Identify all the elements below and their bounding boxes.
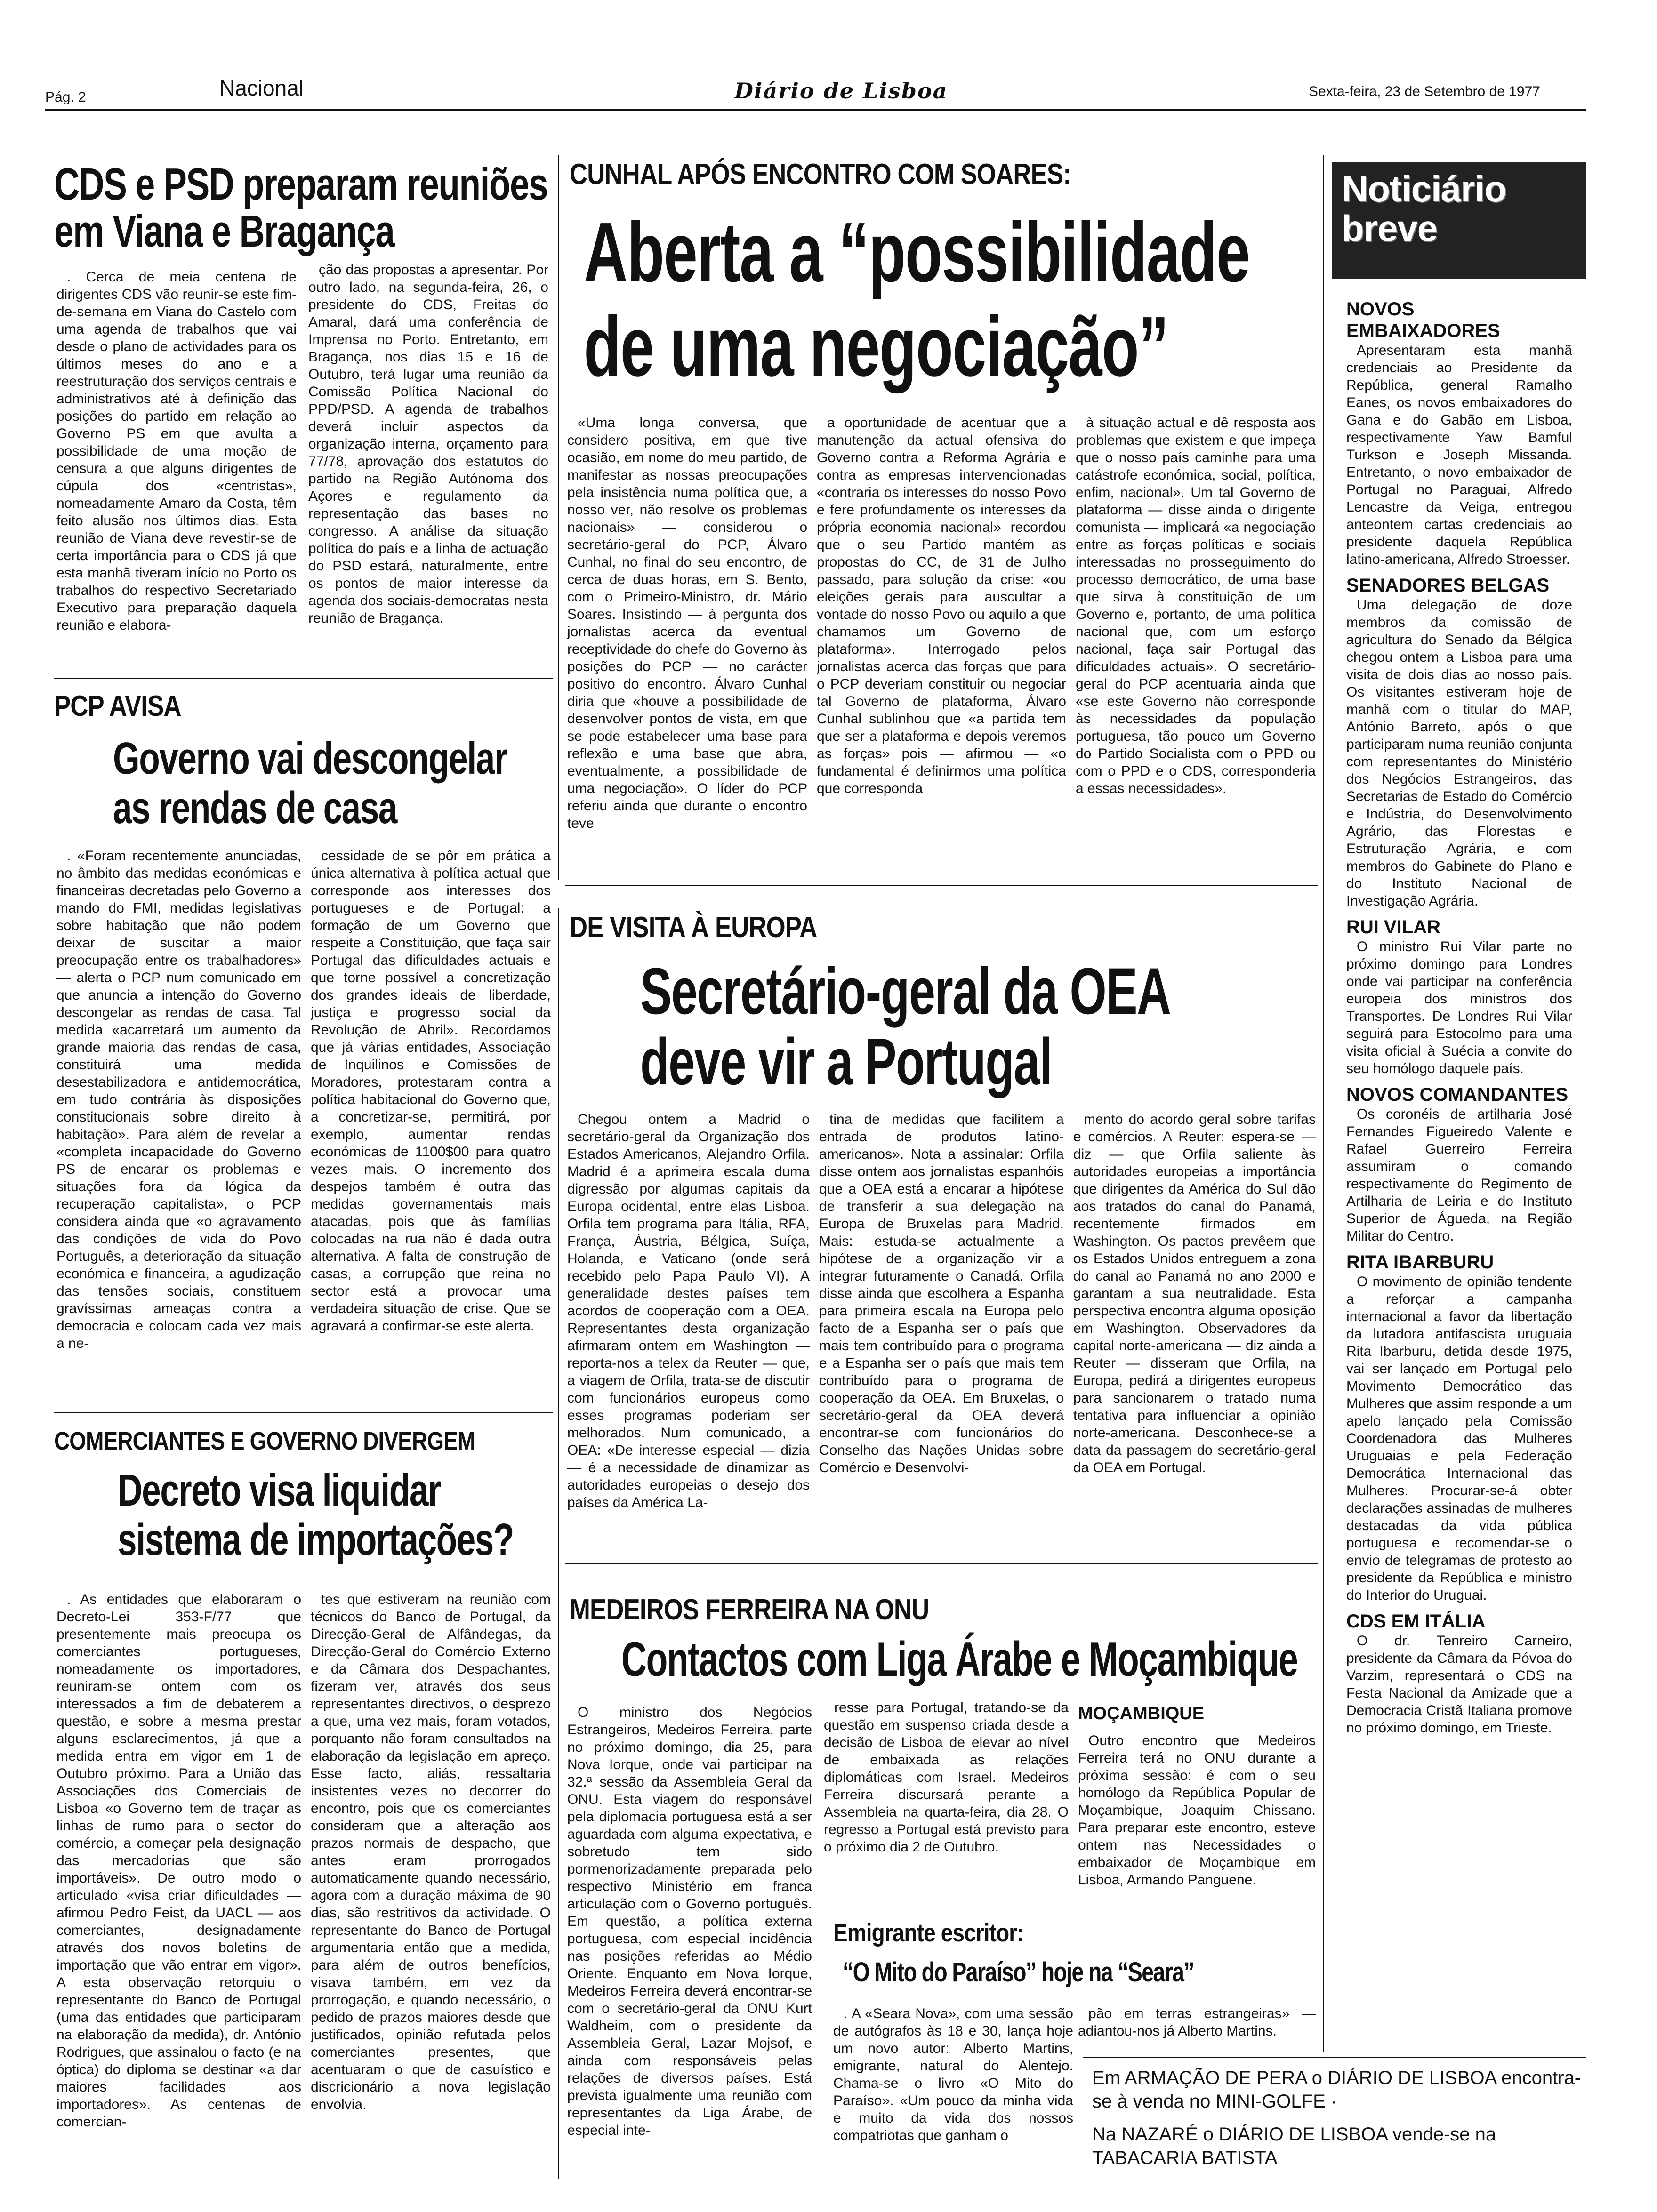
brief-text: Apresentaram esta manhã credenciais ao Presidente da República, general Ramalho Eanes, os novos embaixadores do Gana e do Gabão em Lisboa, respectivamente Yaw Bamful Turkson e Joseph Missanda. Entretanto, o novo embaixador de Portugal no Paraguai, Alfredo Lencastre da Veiga, entregou anteontem cartas credenciais ao presidente daquela República latino-americana, Alfredo Stroesser. — [1346, 343, 1572, 567]
column-rule-left-lower — [558, 908, 559, 2179]
issue-date: Sexta-feira, 23 de Setembro de 1977 — [1309, 84, 1540, 99]
brief-text: O ministro Rui Vilar parte no próximo domingo para Londres onde vai participar na conferência europeia dos ministros dos Transportes. De Londres Rui Vilar seguirá para Estocolmo para uma visita oficial à Suécia a convite do seu homólogo daquele país. — [1346, 939, 1572, 1076]
oea-column-3: mento do acordo geral sobre tarifas e comércios. A Reuter: espera-se — diz — que Orfila saliente às autoridades europeias a importância que dirigentes da América do Sul dão aos tratados do canal do Panamá, recentemente firmados em Washington. Os pactos prevêem que os Estados Unidos entreguem a zona do canal ao Panamá no ano 2000 e garantam a sua neutralidade. Esta perspectiva encontra alguma oposição em Washington. Observadores da capital norte-americana — diz ainda a Reuter — disseram que Orfila, na Europa, pedirá a dirigentes europeus para sancionarem o tratado numa tentativa para influenciar a opinião norte-americana. Desconhece-se a data da passagem do secretário-geral da OEA em Portugal. — [1073, 1112, 1316, 1475]
noticiario-title-line2: breve — [1342, 208, 1438, 249]
comerciantes-column-2: tes que estiveram na reunião com técnicos do Banco de Portugal, da Direcção-Geral de Alfândegas, da Direcção-Geral do Comércio Externo e da Câmara dos Despachantes, fizeram ver, através dos seus representantes directivos, o desprezo a que, uma vez mais, foram votados, porquanto não foram consultados na elaboração da legislação em apreço. Esse facto, aliás, ressaltaria insistentes vezes no decorrer do encontro, pois que os comerciantes consideram que a alteração aos prazos normais de despacho, que antes eram prorrogados automaticamente quando necessário, agora com a duração máxima de 90 dias, são restritivos da actividade. O representante do Banco de Portugal argumentaria então que a medida, para além de outros benefícios, visava também, em vez da prorrogação, e quando necessário, o pedido de prazos maiores desde que justificados, opinião refutada pelos comerciantes presentes, que acentuaram o que de casuístico e discricionário a nova legislação envolvia. — [311, 1592, 551, 2112]
medeiros-kicker: MEDEIROS FERREIRA NA ONU — [570, 1594, 929, 1626]
pcp-headline-line2: as rendas de casa — [113, 783, 397, 833]
brief-text: O dr. Tenreiro Carneiro, presidente da Câmara da Póvoa do Varzim, representará o CDS na Festa Nacional da Amizade que a Democracia Cristã Italiana promove no próximo domingo, em Trieste. — [1346, 1633, 1572, 1736]
oea-column-1: Chegou ontem a Madrid o secretário-geral da Organização dos Estados Americanos, Alejandro Orfila. Madrid é a aprimeira escala duma digressão por algumas capitais da Europa ocidental, entre elas Lisboa. Orfila tem programa para Itália, RFA, França, Áustria, Bélgica, Suíça, Holanda, e Vaticano (onde será recebido pelo Papa Paulo VI). A generalidade destes países tem acordos de cooperação com a OEA. Representantes desta organização afirmaram ontem em Washington — reporta-nos a telex da Reuter — que, a viagem de Orfila, trata-se de discutir com funcionários europeus como esses programas poderiam ser melhorados. Num comunicado, a OEA: «De interesse especial — dizia — é a necessidade de dinamizar as autoridades europeias o desejo dos países da América La- — [567, 1112, 810, 1510]
oea-column-2: tina de medidas que facilitem a entrada de produtos latino-americanos». Nota a assinalar: Orfila disse ontem aos jornalistas espanhóis que a OEA está a encarar a hipótese de transferir a sua delegação na Europa de Bruxelas para Madrid. Mais: estuda-se actualmente a hipótese de a organização vir a integrar futuramente o Canadá. Orfila disse ainda que escolhera a Espanha para primeira escala na Europa pelo facto de a Espanha ser o país que mais tem contribuído para o programa e a Espanha ser o país que mais tem contribuído para o programa de cooperação da OEA. Em Bruxelas, o secretário-geral da OEA deverá encontrar-se com funcionários do Conselho das Nações Unidas sobre Comércio e Desenvolvi- — [819, 1112, 1064, 1475]
column-rule-right — [1323, 155, 1324, 2052]
brief-headline: SENADORES BELGAS — [1346, 575, 1550, 596]
comerciantes-headline-line2: sistema de importações? — [118, 1515, 514, 1565]
noticiario-title-line1: Noticiário — [1342, 168, 1506, 209]
cds-psd-headline-line2: em Viana e Bragança — [54, 206, 394, 256]
medeiros-headline: Contactos com Liga Árabe e Moçambique — [621, 1632, 1298, 1687]
brief-item — [1346, 1251, 1572, 1604]
noticiario-breve-title — [1332, 162, 1586, 279]
brief-item — [1346, 1084, 1572, 1245]
pcp-column-1: . «Foram recentemente anunciadas, no âmbito das medidas económicas e financeiras decretadas pelo Governo a mando do FMI, medidas legislativas sobre habitação que não podem deixar de suscitar a maior preocupação entre os trabalhadores» — alerta o PCP num comunicado em que anuncia a intenção do Governo descongelar as rendas de casa. Tal medida «acarretará um aumento da grande maioria das rendas de casa, constituirá uma medida desestabilizadora e antidemocrática, em tudo contrária às disposições constitucionais sobre direito à habitação». Para além de revelar a «completa incapacidade do Governo PS de encarar os problemas e situações fora da lógica da recuperação capitalista», o PCP considera ainda que «o agravamento das condições de vida do Povo Português, a deterioração da situação económica e financeira, a agudização das tensões sociais, constituem gravíssimas ameaças contra a democracia e colocam cada vez mais a ne- — [56, 848, 301, 1351]
cunhal-column-3: à situação actual e dê resposta aos problemas que existem e que impeça que o nosso país caminhe para uma catástrofe económica, social, política, enfim, nacional». Um tal Governo de plataforma — disse ainda o dirigente comunista — implicará «a negociação entre as forças políticas e sociais interessadas no prosseguimento do processo democrático, de uma base que sirva à constituição de um Governo e, portanto, de uma política nacional que, com um esforço nacional, faça sair Portugal das dificuldades actuais». O secretário-geral do PCP acentuaria ainda que «se este Governo não corresponde às necessidades da população portuguesa, tão pouco um Governo do Partido Socialista com o PPD ou com o PPD e o CDS, corresponderia a essas necessidades». — [1076, 415, 1316, 796]
brief-item — [1346, 1611, 1572, 1737]
section-name: Nacional — [219, 76, 304, 100]
cds-psd-column-1: . Cerca de meia centena de dirigentes CDS vão reunir-se este fim-de-semana em Viana do Castelo com uma agenda de trabalhos que vai desde o plano de actividades para os últimos meses do ano e a reestruturação dos serviços centrais e administrativos até à definição das posições do partido em relação ao Governo PS em que avulta a possibilidade de uma moção de censura a que alguns dirigentes de cúpula dos «centristas», nomeadamente Amaro da Costa, têm feito alusão nos últimos dias. Esta reunião de Viana deve revestir-se de certa importância para o CDS já que esta manhã tiveram início no Porto os trabalhos do respectivo Secretariado Executivo para preparação daquela reunião e elabora- — [56, 269, 297, 633]
brief-headline: NOVOS COMANDANTES — [1346, 1084, 1569, 1105]
cunhal-bottom-rule — [565, 885, 1318, 886]
cunhal-headline-line1: Aberta a “possibilidade — [584, 205, 1250, 300]
cds-psd-column-2: ção das propostas a apresentar. Por outro lado, na segunda-feira, 26, o presidente do CDS, Freitas do Amaral, dará uma conferência de Imprensa no Porto. Entretanto, em Bragança, nos dias 15 e 16 de Outubro, terá lugar uma reunião da Comissão Política Nacional do PPD/PSD. A agenda de trabalhos deverá incluir aspectos da organização interna, orçamento para 77/78, aprovação dos estatutos do partido na Região Autónoma dos Açores e regulamento da representação das bases no congresso. A análise da situação política do país e a linha de actuação do PSD estará, naturalmente, entre os pontos de maior interesse da agenda dos sociais-democratas nesta reunião de Bragança. — [308, 262, 548, 626]
cunhal-column-1: «Uma longa conversa, que considero positiva, em que tive ocasião, em nome do meu partido, de manifestar as nossas preocupações pela insistência numa política que, a nosso ver, não resolve os problemas nacionais» — considerou o secretário-geral do PCP, Álvaro Cunhal, no final do seu encontro, de cerca de duas horas, em S. Bento, com o Primeiro-Ministro, dr. Mário Soares. Insistindo — à pergunta dos jornalistas acerca da eventual receptividade do chefe do Governo às posições do PCP — no carácter positivo do encontro. Álvaro Cunhal diria que «houve a possibilidade de desenvolver pontos de vista, em que se pode estabelecer uma base para reflexão e uma base que abra, eventualmente, a possibilidade de uma negociação». O líder do PCP referiu ainda que durante o encontro teve — [567, 415, 807, 831]
pcp-bottom-rule — [54, 1412, 553, 1413]
oea-kicker: DE VISITA À EUROPA — [570, 911, 817, 944]
medeiros-column-3: Outro encontro que Medeiros Ferreira terá no ONU durante a próxima sessão: é com o seu homólogo da República Popular de Moçambique, Joaquim Chissano. Para preparar este encontro, esteve ontem nas Necessidades o embaixador de Moçambique em Lisboa, Armando Panguene. — [1078, 1733, 1316, 1888]
brief-item — [1346, 916, 1572, 1077]
brief-headline: NOVOS EMBAIXADORES — [1346, 299, 1500, 341]
oea-headline-line1: Secretário-geral da OEA — [640, 954, 1171, 1028]
brief-item — [1346, 575, 1572, 910]
comerciantes-headline-line1: Decreto visa liquidar — [118, 1465, 441, 1515]
medeiros-column-1: O ministro dos Negócios Estrangeiros, Medeiros Ferreira, parte no próximo domingo, dia 25, para Nova Iorque, onde vai participar na 32.ª sessão da Assembleia Geral da ONU. Esta viagem do responsável pela diplomacia portuguesa está a ser aguardada com alguma expectativa, e sobretudo tem sido pormenorizadamente preparada pelo respectivo Ministério em franca articulação com o Governo português. Em questão, a política externa portuguesa, com especial incidência nas posições referidas ao Médio Oriente. Enquanto em Nova Iorque, Medeiros Ferreira deverá encontrar-se com o secretário-geral da ONU Kurt Waldheim, com o presidente da Assembleia Geral, Lazar Mojsof, e ainda com responsáveis pelas relações de diversos países. Está prevista igualmente uma reunião com representantes da Liga Árabe, de especial inte- — [567, 1705, 812, 2138]
emigrante-column-1: . A «Seara Nova», com uma sessão de autógrafos às 18 e 30, lança hoje um novo autor: Alberto Martins, emigrante, natural do Alentejo. Chama-se o livro «O Mito do Paraíso». «Um pouco da minha vida e muito da vida dos nossos compatriotas que ganham o — [833, 2006, 1073, 2143]
emigrante-column-2: pão em terras estrangeiras» — adiantou-nos já Alberto Martins. — [1078, 2006, 1316, 2039]
pcp-column-2: cessidade de se pôr em prática a única alternativa à política actual que corresponde aos interesses dos portugueses e de Portugal: a formação de um Governo que respeite a Constituição, que faça sair Portugal das dificuldades actuais e que torne possível a concretização dos grandes ideais de liberdade, justiça e progresso social da Revolução de Abril». Recordamos que já várias entidades, Associação de Inquilinos e Comissões de Moradores, protestaram contra a política habitacional do Governo que, a concretizar-se, permitirá, por exemplo, aumentar rendas económicas de 1100$00 para quatro vezes mais. O incremento dos despejos também é outra das medidas governamentais mais atacadas, pois que às famílias colocadas na rua não é dada outra alternativa. A falta de construção de casas, a corrupção que reina no sector está a provocar uma verdadeira situação de crise. Que se agravará a confirmar-se este alerta. — [311, 848, 551, 1334]
cunhal-headline-line2: de uma negociação” — [584, 299, 1168, 394]
ad-nazare: Na NAZARÉ o DIÁRIO DE LISBOA vende-se na TABACARIA BATISTA — [1092, 2124, 1496, 2168]
cunhal-kicker: CUNHAL APÓS ENCONTRO COM SOARES: — [570, 158, 1071, 191]
oea-bottom-rule — [565, 1563, 1318, 1564]
ad-armacao-de-pera: Em ARMAÇÃO DE PERA o DIÁRIO DE LISBOA encontra-se à venda no MINI-GOLFE · — [1092, 2068, 1581, 2112]
column-rule-left — [558, 155, 559, 880]
ads-top-rule — [1083, 2057, 1586, 2058]
page-number: Pág. 2 — [45, 89, 86, 105]
mocambique-subhead: MOÇAMBIQUE — [1078, 1704, 1205, 1723]
pcp-headline-line1: Governo vai descongelar — [113, 733, 507, 784]
brief-text: Uma delegação de doze membros da comissão de agricultura do Senado da Bélgica chegou ontem a Lisboa para uma visita de dois dias ao nosso país. Os visitantes estiveram hoje de manhã com o titular do MAP, António Barreto, após o que participaram numa reunião conjunta com representantes do Ministério dos Negócios Estrangeiros, das Secretarias de Estado do Comércio e Indústria, do Desenvolvimento Agrário, das Florestas e Estruturação Agrária, e com membros do Gabinete do Plano e do Instituto Nacional de Investigação Agrária. — [1346, 597, 1572, 909]
header-rule — [45, 109, 1586, 111]
comerciantes-kicker: COMERCIANTES E GOVERNO DIVERGEM — [54, 1427, 475, 1455]
brief-item — [1346, 298, 1572, 568]
pcp-kicker: PCP AVISA — [54, 690, 181, 722]
cds-psd-headline-line1: CDS e PSD preparam reuniões — [54, 159, 548, 209]
emigrante-headline: “O Mito do Paraíso” hoje na “Seara” — [843, 1957, 1194, 1988]
comerciantes-column-1: . As entidades que elaboraram o Decreto-Lei 353-F/77 que presentemente mais preocupa os comerciantes portugueses, nomeadamente os importadores, reuniram-se ontem com os interessados a fim de debaterem a questão, e sobre a mesma prestar alguns esclarecimentos, já que a medida entra em vigor em 1 de Outubro próximo. Para a União das Associações dos Comerciais de Lisboa «o Governo tem de traçar as linhas de rumo para o sector do comércio, a começar pela designação das mercadorias que são importáveis». De outro modo o articulado «visa criar dificuldades — afirmou Pedro Feist, da UACL — aos comerciantes, designadamente através dos novos boletins de importação que vão entrar em vigor». A esta observação retorquiu o representante do Banco de Portugal (uma das entidades que participaram na elaboração da medida), dr. António Rodrigues, que assinalou o facto (e na óptica) do diploma se destinar «a dar maiores facilidades aos importadores». As centenas de comercian- — [56, 1592, 301, 2130]
oea-headline-line2: deve vir a Portugal — [640, 1025, 1052, 1098]
brief-headline: RUI VILAR — [1346, 917, 1440, 938]
masthead: Diário de Lisboa — [734, 78, 948, 104]
medeiros-column-2: resse para Portugal, tratando-se da questão em suspenso criada desde a decisão de Lisboa de elevar ao nível de embaixada as relações diplomáticas com Israel. Medeiros Ferreira discursará perante a Assembleia na quarta-feira, dia 28. O regresso a Portugal está previsto para o próximo dia 2 de Outubro. — [824, 1700, 1069, 1855]
brief-headline: CDS EM ITÁLIA — [1346, 1611, 1486, 1632]
emigrante-kicker: Emigrante escritor: — [833, 1919, 1024, 1947]
noticiario-items — [1346, 292, 1572, 2033]
brief-text: Os coronéis de artilharia José Fernandes Figueiredo Valente e Rafael Guerreiro Ferreira assumiram o comando respectivamente do Regimento de Artilharia de Leiria e do Instituto Superior de Águeda, na Região Militar do Centro. — [1346, 1106, 1572, 1244]
cunhal-column-2: a oportunidade de acentuar que a manutenção da actual ofensiva do Governo contra a Reforma Agrária e contra as empresas intervencionadas «contraria os interesses do nosso Povo e fere profundamente os interesses da própria economia nacional» recordou que o seu Partido mantém as propostas do CC, de 31 de Julho passado, para solução da crise: «ou eleições gerais para auscultar a vontade do nosso Povo ou aquilo a que chamamos um Governo de plataforma». Interrogado pelos jornalistas acerca das forças que para o PCP deveriam constituir ou negociar tal Governo de plataforma, Álvaro Cunhal sublinhou que «a partida tem que ser a plataforma e depois veremos as forças» pois — afirmou — «o fundamental é definirmos uma política que corresponda — [817, 415, 1066, 796]
cds-psd-bottom-rule — [54, 678, 553, 679]
brief-headline: RITA IBARBURU — [1346, 1252, 1494, 1273]
brief-text: O movimento de opinião tendente a reforçar a campanha internacional a favor da libertação da lutadora antifascista uruguaia Rita Ibarburu, detida desde 1975, vai ser lançado em Portugal pelo Movimento Democrático das Mulheres que assim responde a um apelo lançado pela Comissão Coordenadora das Mulheres Uruguaias e pela Federação Democrática Internacional das Mulheres. Procurar-se-á obter declarações assinadas de mulheres destacadas da vida pública portuguesa e recomendar-se o envio de telegramas de protesto ao presidente da República e ministro do Interior do Uruguai. — [1346, 1274, 1572, 1603]
